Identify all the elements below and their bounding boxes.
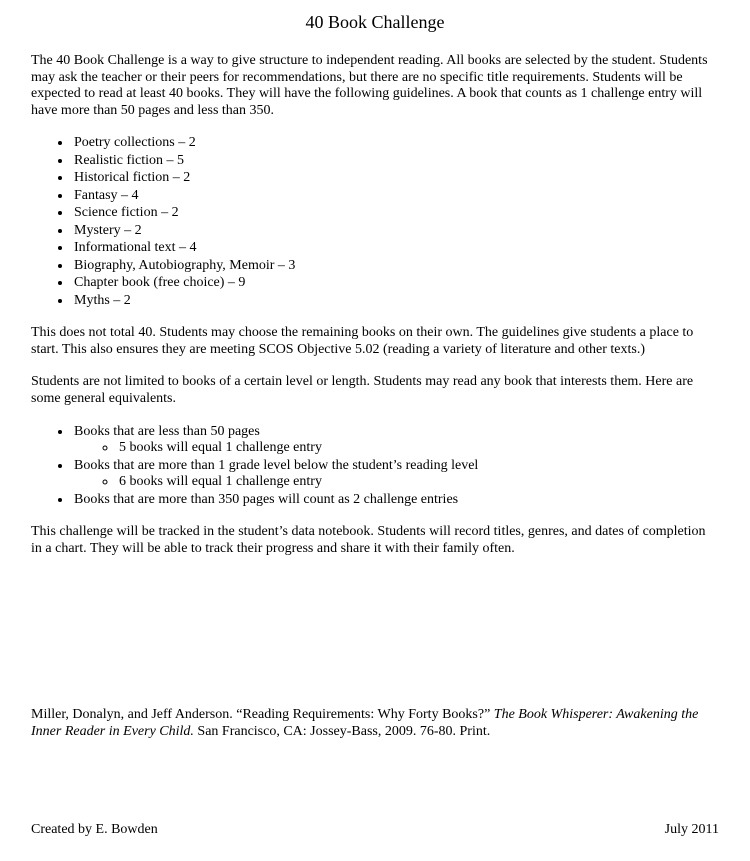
list-item: • Mystery – 2: [72, 223, 719, 240]
list-item: • Myths – 2: [72, 293, 719, 310]
footer-author: Created by E. Bowden: [31, 822, 158, 838]
page-footer: [31, 822, 719, 839]
page-title: 40 Book Challenge: [305, 12, 445, 32]
citation-text-leading: Miller, Donalyn, and Jeff Anderson. “Reading Requirements: Why Forty Books?”: [31, 707, 494, 723]
citation: [31, 707, 719, 740]
intro-paragraph: The 40 Book Challenge is a way to give structure to independent reading. All books are selected by the student. Students may ask the teacher or their peers for recommendations, but there are no specific title requirements. Students will be expected to read at least 40 books. They will have the following guidelines. A book that counts as 1 challenge entry will have more than 50 pages and less than 350.: [31, 53, 708, 118]
citation-text-trailing: San Francisco, CA: Jossey-Bass, 2009. 76-80. Print.: [193, 723, 491, 739]
citation-book-title: The Book Whisperer: Awakening the Inner Reader in Every Child.: [31, 707, 699, 739]
not-limited-paragraph: Students are not limited to books of a certain level or length. Students may read any book that interests them. Here are some general equivalents.: [31, 374, 694, 406]
list-item: [72, 424, 719, 457]
list-item: [72, 492, 719, 509]
not-total-paragraph: This does not total 40. Students may choose the remaining books on their own. The guidelines give students a place to start. This also ensures they are meeting SCOS Objective 5.02 (reading a variety of literature and other texts.): [31, 325, 694, 357]
list-item: [72, 458, 719, 491]
list-item: • Historical fiction – 2: [72, 170, 719, 187]
list-item-text: Books that are more than 350 pages will count as 2 challenge entries: [74, 491, 459, 507]
list-item: • Fantasy – 4: [72, 188, 719, 205]
list-item: • Informational text – 4: [72, 240, 719, 257]
list-item: • Realistic fiction – 5: [72, 153, 719, 170]
tracking-paragraph: This challenge will be tracked in the student’s data notebook. Students will record titles, genres, and dates of completion in a chart. They will be able to track their progress and share it with their family often.: [31, 524, 706, 556]
genre-list: [31, 135, 719, 309]
list-item: • Science fiction – 2: [72, 205, 719, 222]
sub-list-item: ◦ 6 books will equal 1 challenge entry: [117, 474, 719, 491]
list-item: • Biography, Autobiography, Memoir – 3: [72, 258, 719, 275]
list-item-text: Books that are less than 50 pages: [74, 423, 260, 439]
list-item: • Poetry collections – 2: [72, 135, 719, 152]
sub-list: [74, 474, 719, 491]
list-item: • Chapter book (free choice) – 9: [72, 275, 719, 292]
footer-date: July 2011: [664, 822, 719, 838]
sub-list-item: ◦ 5 books will equal 1 challenge entry: [117, 440, 719, 457]
equivalents-list: [31, 424, 719, 509]
list-item-text: Books that are more than 1 grade level below the student’s reading level: [74, 457, 479, 473]
sub-list: [74, 440, 719, 457]
